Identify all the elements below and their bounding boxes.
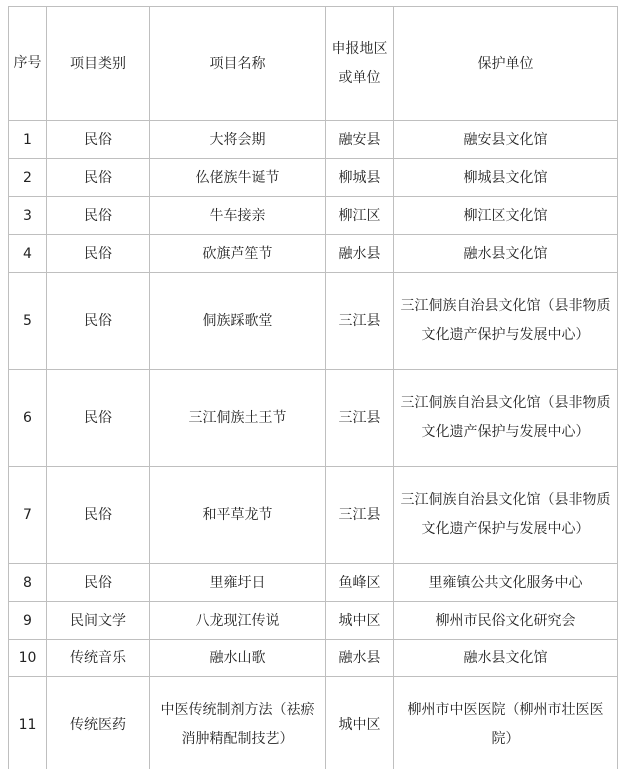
cell-name: 三江侗族土王节 <box>150 370 326 467</box>
cell-index: 5 <box>9 273 47 370</box>
cell-category: 民俗 <box>47 467 150 564</box>
cell-index: 3 <box>9 197 47 235</box>
table-row <box>9 640 618 677</box>
cell-index: 8 <box>9 564 47 602</box>
cell-name: 仫佬族牛诞节 <box>150 159 326 197</box>
cell-name: 牛车接亲 <box>150 197 326 235</box>
cell-region: 鱼峰区 <box>326 564 394 602</box>
cell-protector: 融安县文化馆 <box>394 121 618 159</box>
table-row <box>9 677 618 769</box>
table-row <box>9 467 618 564</box>
cell-category: 民俗 <box>47 121 150 159</box>
cell-name: 中医传统制剂方法（祛瘀消肿精配制技艺） <box>150 677 326 769</box>
cell-index: 1 <box>9 121 47 159</box>
cell-name: 砍旗芦笙节 <box>150 235 326 273</box>
cell-category: 民俗 <box>47 564 150 602</box>
cell-region: 融水县 <box>326 235 394 273</box>
cell-category: 民俗 <box>47 273 150 370</box>
table-row <box>9 235 618 273</box>
cell-protector: 融水县文化馆 <box>394 235 618 273</box>
cell-protector: 柳州市中医医院（柳州市壮医医院） <box>394 677 618 769</box>
cell-index: 11 <box>9 677 47 769</box>
header-name: 项目名称 <box>150 7 326 121</box>
cell-protector: 三江侗族自治县文化馆（县非物质文化遗产保护与发展中心） <box>394 370 618 467</box>
header-region: 申报地区或单位 <box>326 7 394 121</box>
cell-region: 柳城县 <box>326 159 394 197</box>
cell-region: 城中区 <box>326 602 394 640</box>
cell-region: 三江县 <box>326 273 394 370</box>
cell-index: 9 <box>9 602 47 640</box>
cell-name: 八龙现江传说 <box>150 602 326 640</box>
cell-category: 传统音乐 <box>47 640 150 677</box>
table-row <box>9 564 618 602</box>
cell-category: 民俗 <box>47 235 150 273</box>
table-row <box>9 121 618 159</box>
cell-index: 6 <box>9 370 47 467</box>
cell-name: 侗族踩歌堂 <box>150 273 326 370</box>
cell-region: 融安县 <box>326 121 394 159</box>
header-category: 项目类别 <box>47 7 150 121</box>
cell-protector: 三江侗族自治县文化馆（县非物质文化遗产保护与发展中心） <box>394 273 618 370</box>
cell-name: 融水山歌 <box>150 640 326 677</box>
header-index: 序号 <box>9 7 47 121</box>
cell-category: 民间文学 <box>47 602 150 640</box>
cell-category: 传统医药 <box>47 677 150 769</box>
table-row <box>9 273 618 370</box>
cell-protector: 柳州市民俗文化研究会 <box>394 602 618 640</box>
heritage-table <box>8 6 618 769</box>
cell-protector: 三江侗族自治县文化馆（县非物质文化遗产保护与发展中心） <box>394 467 618 564</box>
cell-protector: 里雍镇公共文化服务中心 <box>394 564 618 602</box>
table-row <box>9 197 618 235</box>
cell-region: 城中区 <box>326 677 394 769</box>
cell-category: 民俗 <box>47 159 150 197</box>
cell-region: 柳江区 <box>326 197 394 235</box>
cell-index: 10 <box>9 640 47 677</box>
cell-protector: 柳城县文化馆 <box>394 159 618 197</box>
cell-category: 民俗 <box>47 370 150 467</box>
cell-name: 大将会期 <box>150 121 326 159</box>
cell-index: 2 <box>9 159 47 197</box>
cell-region: 三江县 <box>326 370 394 467</box>
table-row <box>9 370 618 467</box>
table-row <box>9 602 618 640</box>
cell-region: 三江县 <box>326 467 394 564</box>
header-protector: 保护单位 <box>394 7 618 121</box>
cell-protector: 融水县文化馆 <box>394 640 618 677</box>
cell-name: 里雍圩日 <box>150 564 326 602</box>
table-header-row <box>9 7 618 121</box>
cell-index: 7 <box>9 467 47 564</box>
cell-name: 和平草龙节 <box>150 467 326 564</box>
table-row <box>9 159 618 197</box>
cell-region: 融水县 <box>326 640 394 677</box>
cell-protector: 柳江区文化馆 <box>394 197 618 235</box>
cell-index: 4 <box>9 235 47 273</box>
cell-category: 民俗 <box>47 197 150 235</box>
